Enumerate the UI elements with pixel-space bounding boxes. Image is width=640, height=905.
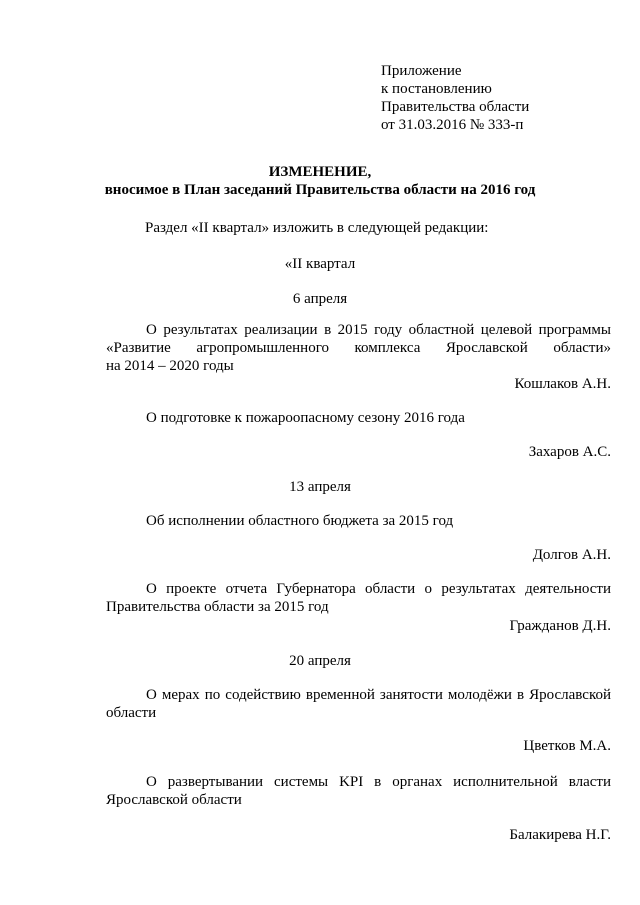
date-heading: 6 апреля <box>292 291 348 307</box>
item-line: О развертывании системы KPI в органах исполнительной власти <box>146 774 611 790</box>
item-line: на 2014 – 2020 годы <box>106 358 234 374</box>
item-line: О подготовке к пожароопасному сезону 2016 года <box>146 410 465 426</box>
agenda-item <box>106 773 611 809</box>
item-line: области <box>106 705 157 721</box>
responsible-person: Захаров А.С. <box>528 444 611 460</box>
item-line: Об исполнении областного бюджета за 2015 год <box>146 513 454 529</box>
section-heading: «II квартал <box>284 256 356 272</box>
agenda-item <box>106 409 611 427</box>
item-line: О мерах по содействию временной занятости молодёжи в Ярославской <box>146 687 611 703</box>
responsible-person: Долгов А.Н. <box>532 547 611 563</box>
responsible-person: Кошлаков А.Н. <box>514 376 611 392</box>
title-subheading: вносимое в План заседаний Правительства области на 2016 год <box>104 182 536 198</box>
document-title <box>0 163 640 199</box>
item-line: «Развитие агропромышленного комплекса Ярославской области» <box>106 340 611 356</box>
agenda-item <box>106 686 611 722</box>
appendix-line: к постановлению <box>381 81 492 97</box>
item-line: Правительства области за 2015 год <box>106 599 329 615</box>
agenda-item <box>106 512 611 530</box>
responsible-person: Гражданов Д.Н. <box>509 618 611 634</box>
agenda-item <box>106 580 611 616</box>
responsible-person: Цветков М.А. <box>523 738 611 754</box>
item-line: Ярославской области <box>106 792 242 808</box>
agenda-item <box>106 321 611 375</box>
item-line: О результатах реализации в 2015 году областной целевой программы <box>146 322 611 338</box>
item-line: О проекте отчета Губернатора области о результатах деятельности <box>146 581 611 597</box>
appendix-line: Приложение <box>381 63 462 79</box>
intro-text: Раздел «II квартал» изложить в следующей редакции: <box>145 220 489 236</box>
date-heading: 20 апреля <box>289 653 351 669</box>
date-heading: 13 апреля <box>289 479 351 495</box>
title-heading: ИЗМЕНЕНИЕ, <box>268 164 372 180</box>
appendix-block <box>381 62 621 134</box>
appendix-line: Правительства области <box>381 99 530 115</box>
appendix-line: от 31.03.2016 № 333-п <box>381 117 524 133</box>
responsible-person: Балакирева Н.Г. <box>509 827 611 843</box>
